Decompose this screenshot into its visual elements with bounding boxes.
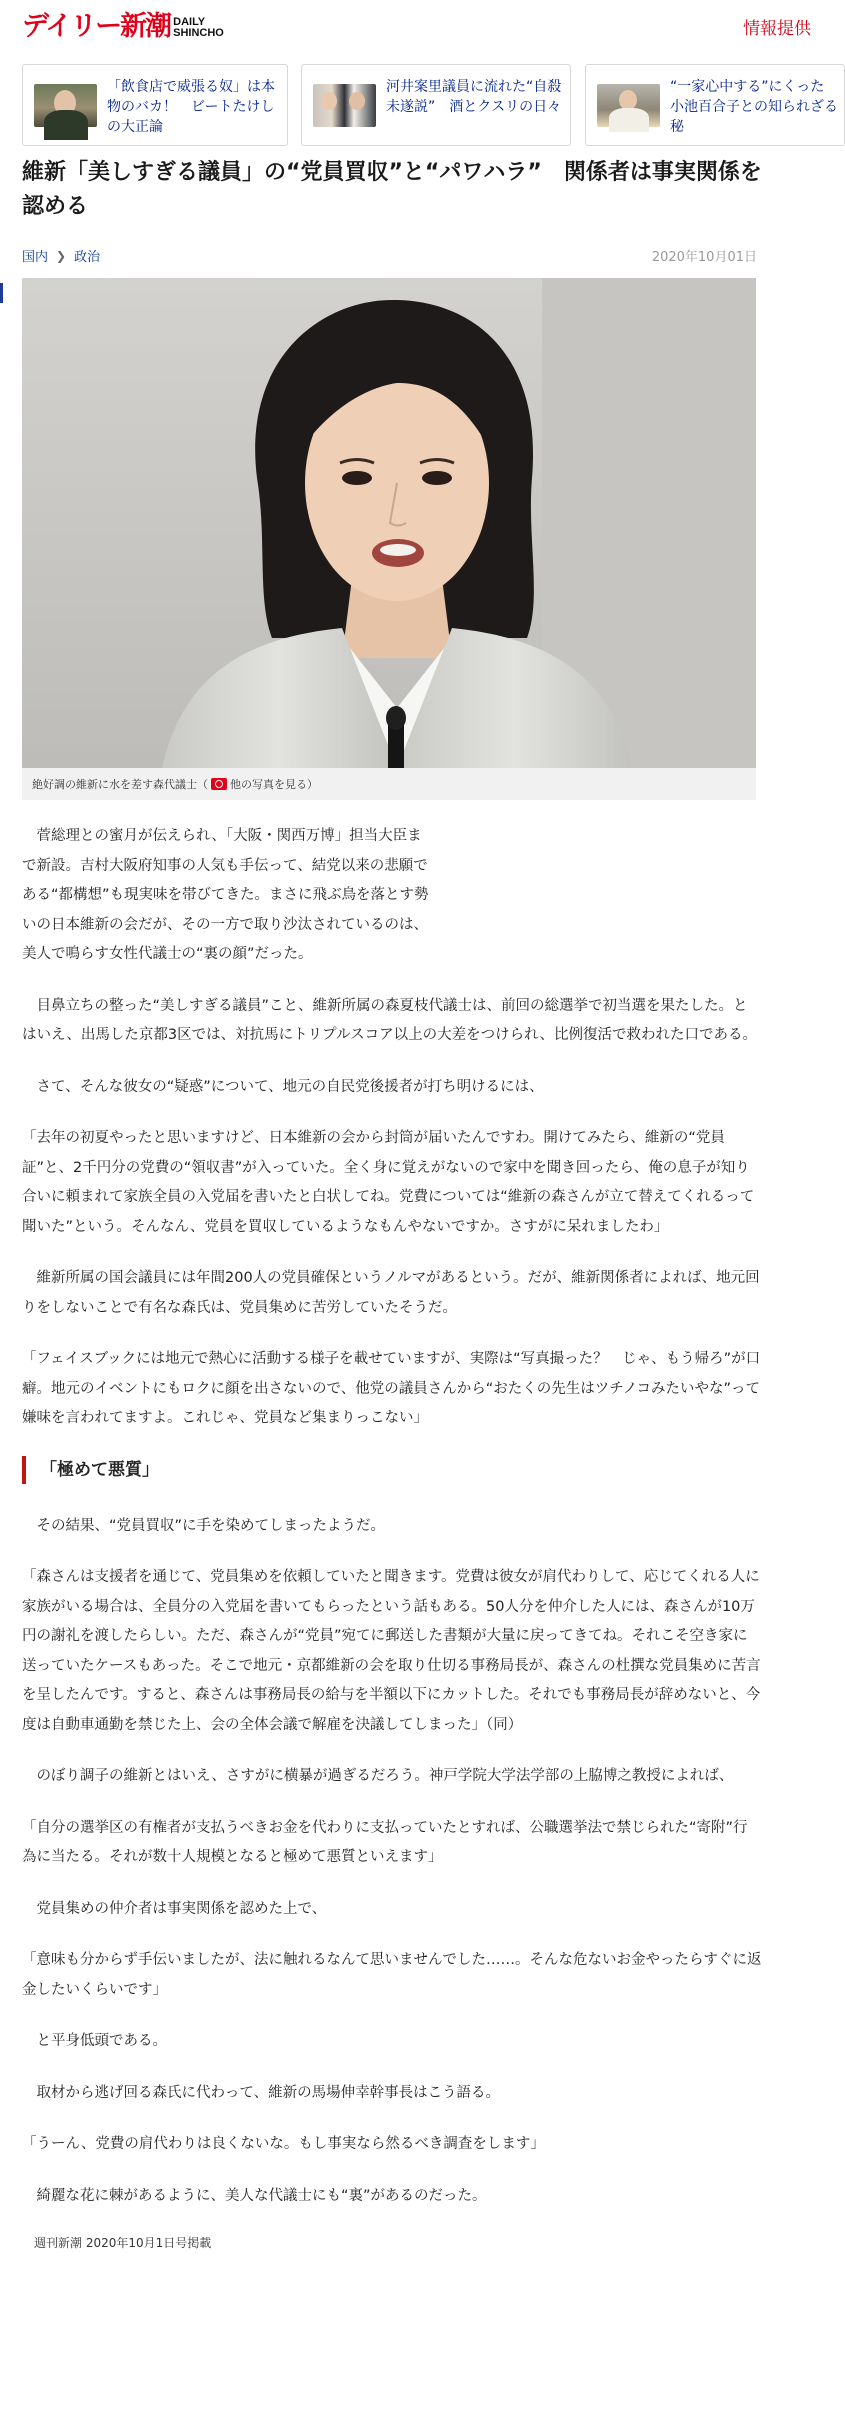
info-submission-link[interactable]: 情報提供	[743, 19, 811, 39]
article-quote: 「森さんは支援者を通じて、党員集めを依頼していたと聞きます。党費は彼女が肩代わりして、応じてくれる人に家族がいる場合は、全員分の入党届を書いてもらったという話もある。50人分を仲介した人には、森さんが10万円の謝礼を渡したらしい。ただ、森さんが“党員”宛てに郵送した書類が大量に戻ってきてね。それこそ空き家に送っていたケースもあった。そこで地元・京都維新の会を取り仕切る事務局長が、森さんの杜撰な党員集めに苦言を呈したんです。すると、森さんは事務局長の給与を半額以下にカットした。それでも事務局長が辞めないと、今度は自動車通勤を禁じた上、会の全体会議で解雇を決議してしまった」（同）	[22, 1569, 761, 1733]
related-article-title: “一家心中する”にくった小池百合子との知られざる秘	[670, 79, 838, 135]
article-paragraph: のぼり調子の維新とはいえ、さすがに横暴が過ぎるだろう。神戸学院大学法学部の上脇博之教授によれば、	[36, 1768, 734, 1784]
related-articles-strip	[22, 64, 838, 146]
article-body	[22, 822, 762, 2281]
related-article-thumbnail	[313, 84, 376, 127]
article-paragraph: さて、そんな彼女の“疑惑”について、地元の自民党後援者が打ち明けるには、	[36, 1078, 544, 1095]
article-paragraph: その結果、“党員買収”に手を染めてしまったようだ。	[36, 1517, 386, 1534]
more-photos-link[interactable]: 他の写真を見る	[230, 778, 307, 791]
chevron-right-icon: ❯	[56, 248, 67, 263]
site-logo[interactable]	[22, 12, 224, 42]
section-heading: 「極めて悪質」	[22, 1456, 762, 1484]
article-title: 維新「美しすぎる議員」の“党員買収”と“パワハラ” 関係者は事実関係を認める	[22, 160, 762, 219]
related-article-title: 河井案里議員に流れた“自殺未遂説” 酒とクスリの日々	[386, 79, 562, 115]
article-paragraph: 綺麗な花に棘があるように、美人な代議士にも“裏”があるのだった。	[36, 2187, 487, 2204]
site-header	[0, 0, 811, 50]
related-article-thumbnail	[34, 84, 97, 127]
publish-date: 2020年10月01日	[651, 250, 757, 265]
logo-english: DAILY SHINCHO	[173, 16, 224, 39]
article-paragraph: 菅総理との蜜月が伝えられ、「大阪・関西万博」担当大臣まで新設。吉村大阪府知事の人気も手伝って、結党以来の悲願である“都構想”も現実味を帯びてきた。まさに飛ぶ鳥を落とす勢いの日本維新の会だが、その一方で取り沙汰されているのは、美人で鳴らす女性代議士の“裏の顔”だった。	[22, 828, 429, 962]
source-credit: 週刊新潮 2020年10月1日号掲載	[34, 2236, 212, 2250]
portrait-illustration	[22, 278, 756, 768]
article-photo[interactable]	[22, 278, 756, 768]
breadcrumb	[22, 246, 100, 265]
article-paragraph: 取材から逃げ回る森氏に代わって、維新の馬場伸幸幹事長はこう語る。	[36, 2084, 501, 2101]
breadcrumb-item-domestic[interactable]: 国内	[22, 250, 49, 265]
article-paragraph: 目鼻立ちの整った“美しすぎる議員”こと、維新所属の森夏枝代議士は、前回の総選挙で初当選を果たした。とはいえ、出馬した京都3区では、対抗馬にトリプルスコア以上の大差をつけられ、比例復活で救われた口である。	[22, 997, 757, 1043]
article-quote: 「自分の選挙区の有権者が支払うべきお金を代わりに支払っていたとすれば、公職選挙法で禁じられた“寄附”行為に当たる。それが数十人規模となると極めて悪質といえます」	[22, 1819, 748, 1865]
left-edge-marker	[0, 283, 3, 303]
article-quote: 「去年の初夏やったと思いますけど、日本維新の会から封筒が届いたんですわ。開けてみたら、維新の“党員証”と、2千円分の党費の“領収書”が入っていた。全く身に覚えがないので家中を聞き回ったら、俺の息子が知り合いに頼まれて家族全員の入党届を書いたと白状してね。党費については“維新の森さんが立て替えてくれるって聞いた”という。そんなん、党員を買収しているようなもんやないですか。さすがに呆れましたわ」	[22, 1130, 755, 1235]
related-article-title: 「飲食店で威張る奴」は本物のバカ！ ビートたけしの大正論	[107, 79, 275, 135]
article-quote: 「フェイスブックには地元で熱心に活動する様子を載せていますが、実際は“写真撮った？ じゃ、もう帰ろ”が口癖。地元のイベントにもロクに顔を出さないので、他党の議員さんから“おたくの先生はツチノコみたいやな”って嫌味を言われてますよ。これじゃ、党員など集まりっこない」	[22, 1351, 761, 1426]
breadcrumb-item-politics[interactable]: 政治	[74, 250, 101, 265]
article-paragraph: 維新所属の国会議員には年間200人の党員確保というノルマがあるという。だが、維新関係者によれば、地元回りをしないことで有名な森氏は、党員集めに苦労していたそうだ。	[22, 1270, 760, 1316]
article-paragraph: と平身低頭である。	[36, 2033, 167, 2049]
related-article-thumbnail	[597, 84, 660, 127]
photo-caption: 絶好調の維新に水を差す森代議士（ 他の写真を見る ）	[22, 768, 756, 800]
article-quote: 「意味も分からず手伝いましたが、法に触れるなんて思いませんでした……。そんな危ないお金やったらすぐに返金したいくらいです」	[22, 1952, 762, 1998]
related-article-card[interactable]	[22, 64, 288, 146]
article-quote: 「うーん、党費の肩代わりは良くないな。もし事実なら然るべき調査をします」	[22, 2136, 545, 2152]
logo-wordmark: デイリー新潮	[22, 11, 171, 42]
article-paragraph: 党員集めの仲介者は事実関係を認めた上で、	[36, 1900, 327, 1917]
related-article-card[interactable]	[301, 64, 571, 146]
camera-icon[interactable]	[211, 778, 227, 790]
related-article-card[interactable]	[585, 64, 845, 146]
